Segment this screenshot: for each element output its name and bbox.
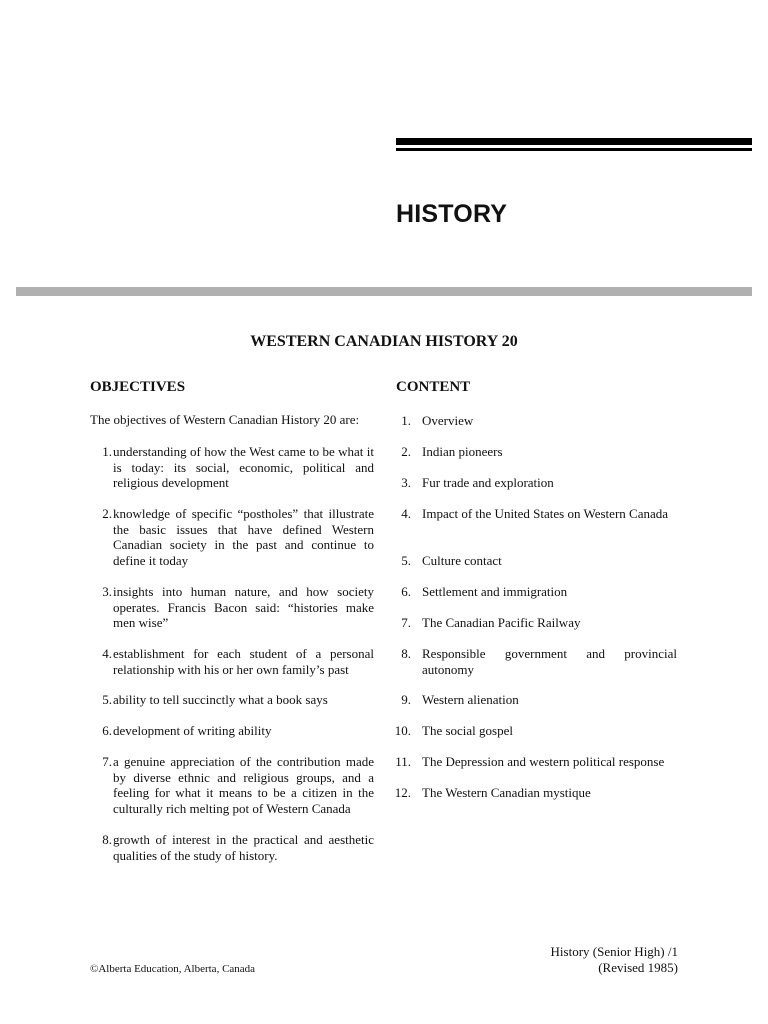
content-number: 1. [401,413,411,428]
content-text: Impact of the United States on Western Canada [422,506,669,521]
objective-number: 5. [102,692,112,707]
content-text: Overview [422,413,474,428]
content-text: The Western Canadian mystique [422,785,591,800]
objective-text: insights into human nature, and how society operates. Francis Bacon said: “histories make men wise” [113,584,374,630]
objective-number: 7. [102,754,112,769]
header-rule-thin [396,148,752,151]
content-text: Western alienation [422,692,519,707]
content-number: 4. [401,506,411,521]
content-number: 5. [401,553,411,568]
header-rule-thick [396,138,752,145]
content-text: The Depression and western political response [422,754,665,769]
objective-number: 1. [102,444,112,459]
content-number: 6. [401,584,411,599]
objective-text: a genuine appreciation of the contribution made by diverse ethnic and religious groups, and a feeling for what it means to be a citizen in the culturally rich melting pot of Western Canada [113,754,374,816]
content-text: Responsible government and provincial autonomy [422,646,677,677]
objective-number: 6. [102,723,112,738]
objectives-intro: The objectives of Western Canadian History 20 are: [90,412,360,427]
objective-text: knowledge of specific “postholes” that illustrate the basic issues that have defined Western Canadian society in the past and continue to define it today [113,506,374,568]
objective-number: 3. [102,584,112,599]
content-number: 11. [395,754,411,769]
content-number: 10. [394,723,411,738]
content-text: The Canadian Pacific Railway [422,615,581,630]
content-heading: CONTENT [396,379,471,395]
copyright-notice: ©Alberta Education, Alberta, Canada [90,963,256,975]
objective-number: 2. [102,506,112,521]
objective-number: 8. [102,832,112,847]
objective-text: growth of interest in the practical and aesthetic qualities of the study of history. [113,832,374,863]
content-number: 2. [401,444,411,459]
section-title: HISTORY [396,200,508,228]
page-number: History (Senior High) /1 [550,944,678,959]
content-number: 8. [401,646,411,661]
content-text: Settlement and immigration [422,584,568,599]
objective-text: establishment for each student of a personal relationship with his or her own family’s past [113,646,374,677]
revision-note: (Revised 1985) [598,960,678,975]
objective-number: 4. [102,646,112,661]
content-text: Indian pioneers [422,444,503,459]
objective-text: ability to tell succinctly what a book says [113,692,328,707]
content-text: Fur trade and exploration [422,475,554,490]
content-number: 7. [401,615,411,630]
content-number: 9. [401,692,411,707]
content-number: 12. [394,785,411,800]
objective-text: understanding of how the West came to be what it is today: its social, economic, political and religious development [113,444,374,490]
objective-text: development of writing ability [113,723,272,738]
content-text: The social gospel [422,723,513,738]
course-title: WESTERN CANADIAN HISTORY 20 [250,333,518,350]
objectives-heading: OBJECTIVES [90,379,186,395]
content-text: Culture contact [422,553,502,568]
section-divider-band [16,287,752,296]
content-number: 3. [401,475,411,490]
page-reference [551,944,678,976]
